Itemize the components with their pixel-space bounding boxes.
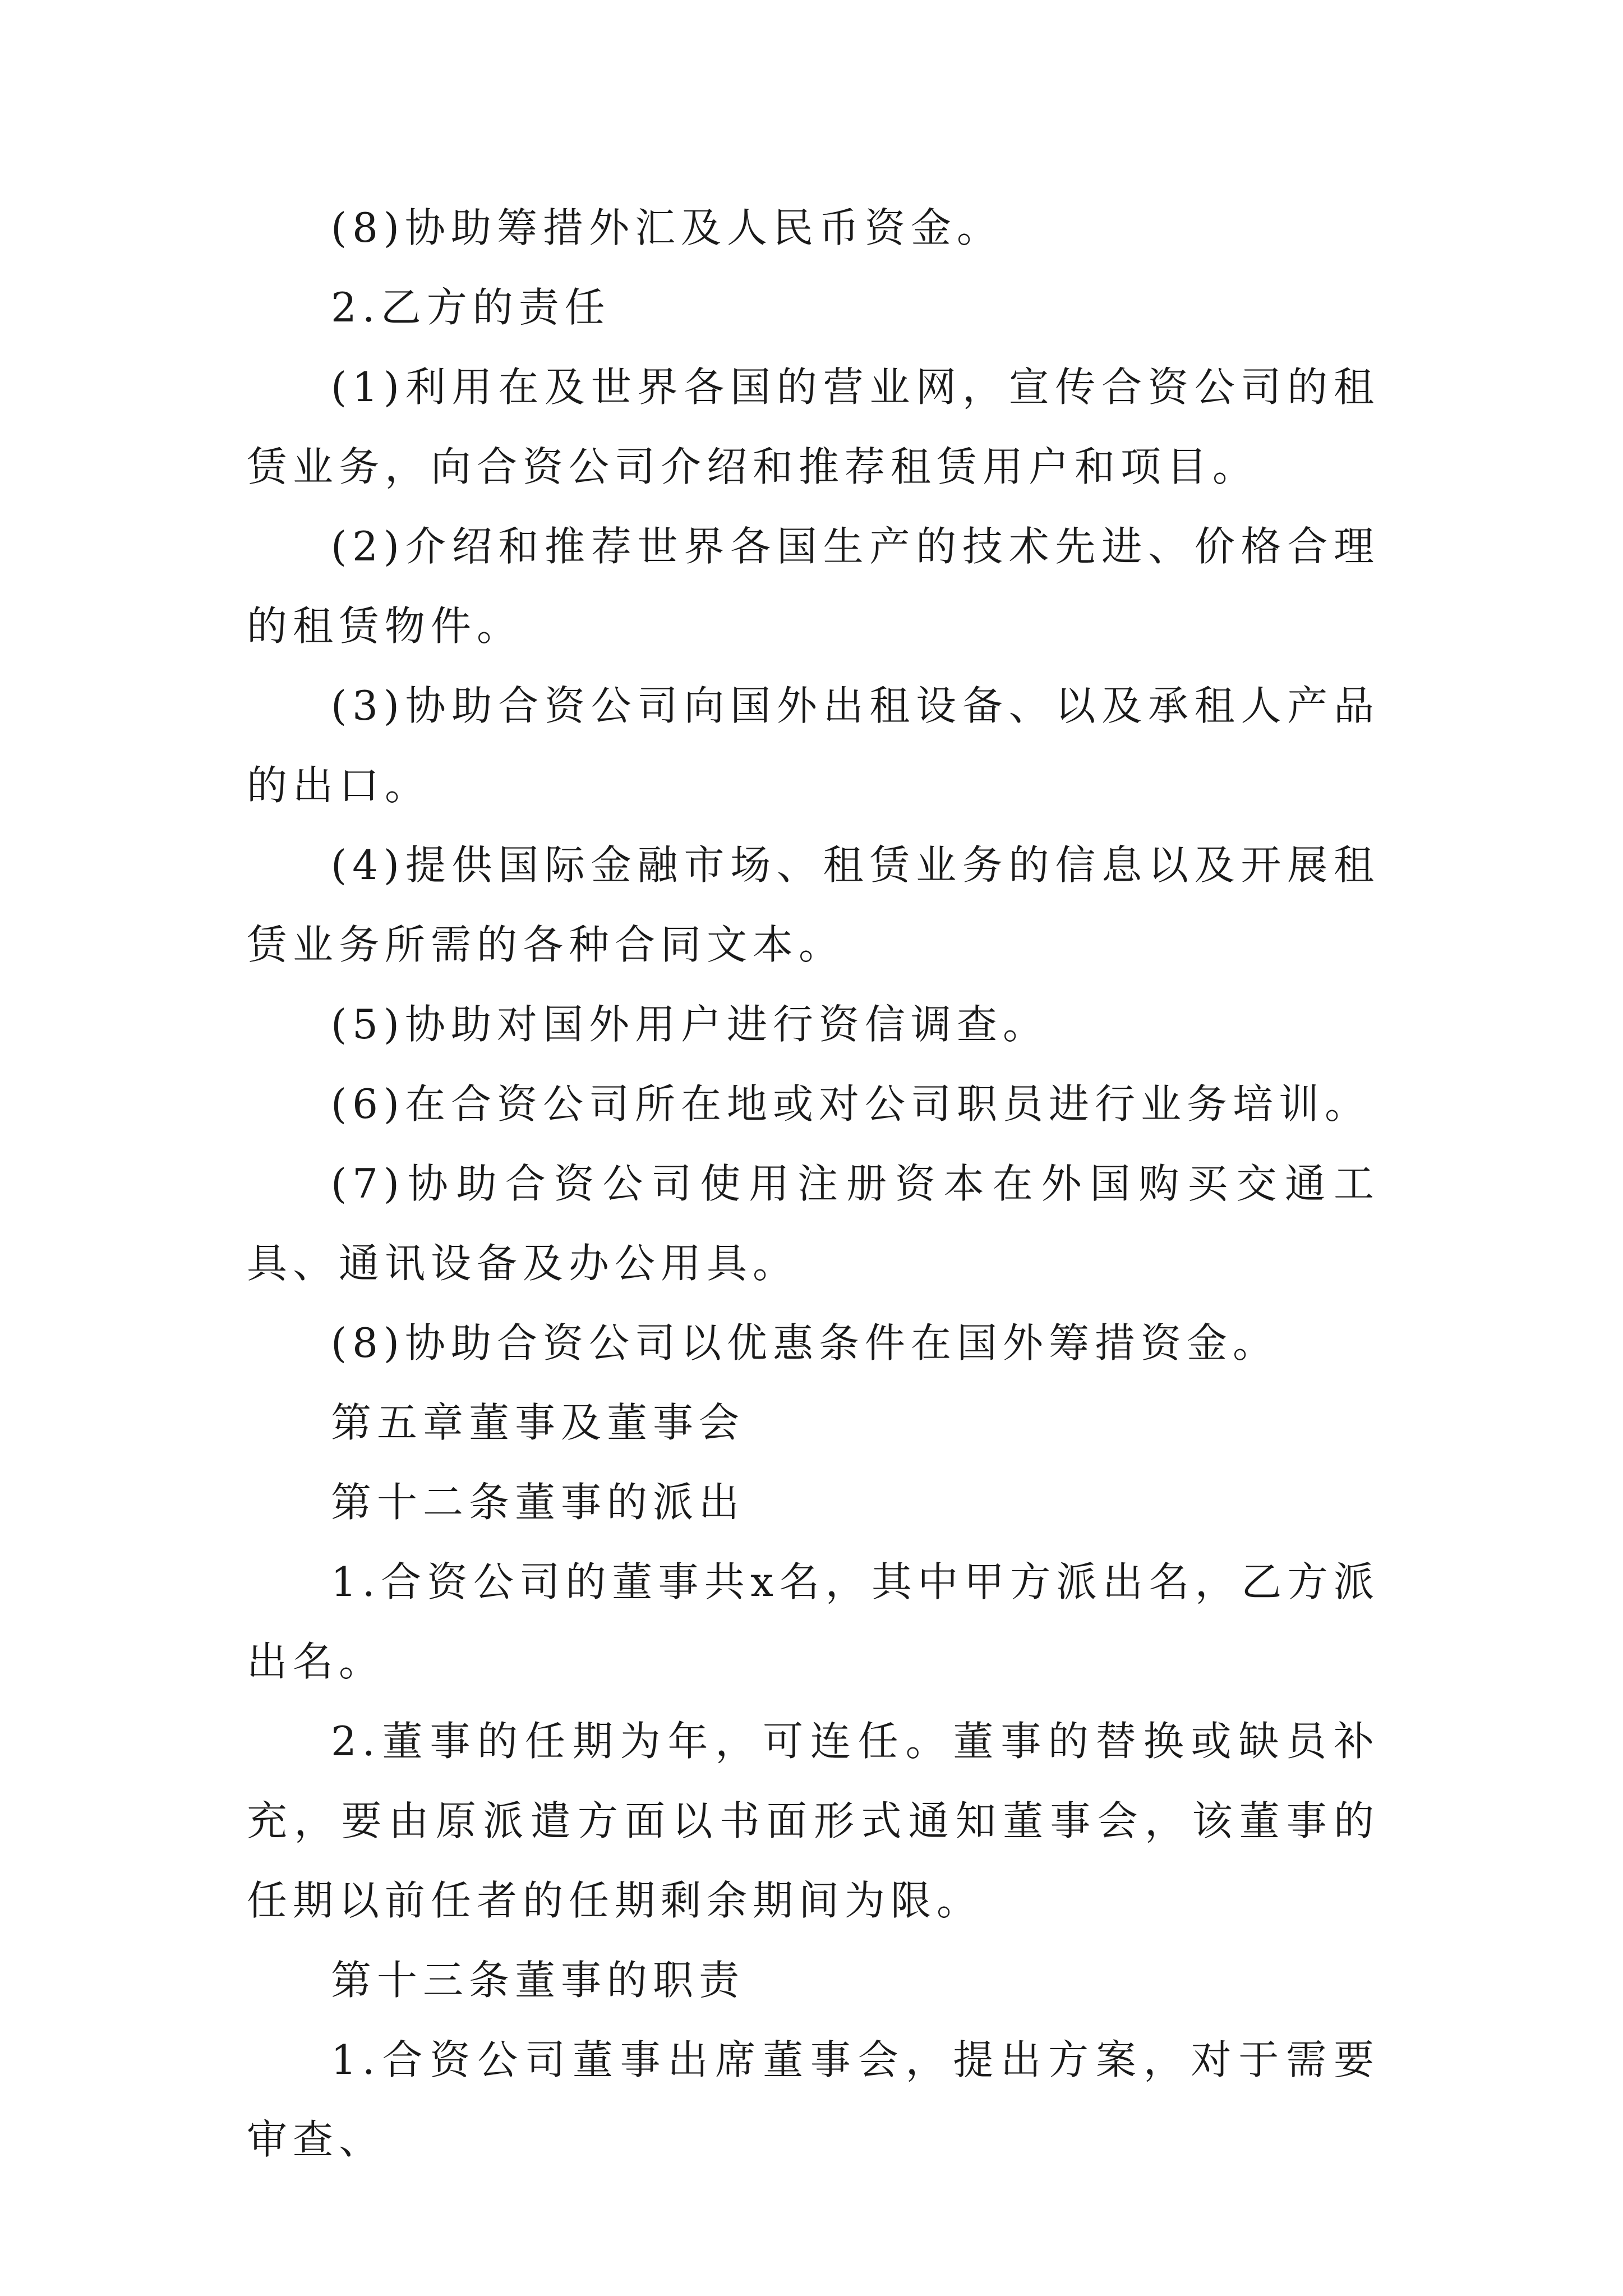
article-13-clause-1: 1.合资公司董事出席董事会，提出方案，对于需要审查、: [247, 2036, 1380, 2163]
paragraph-item-1: (1)利用在及世界各国的营业网，宣传合资公司的租赁业务，向合资公司介绍和推荐租赁用户和项目。: [247, 364, 1380, 490]
paragraph-item-4: (4)提供国际金融市场、租赁业务的信息以及开展租赁业务所需的各种合同文本。: [247, 841, 1380, 968]
paragraph-item-8-foreign-exchange: (8)协助筹措外汇及人民币资金。: [331, 204, 1003, 251]
paragraph-item-3: (3)协助合资公司向国外出租设备、以及承租人产品的出口。: [247, 682, 1380, 809]
chapter-heading: 第五章董事及董事会: [331, 1399, 745, 1446]
paragraph-item-6: (6)在合资公司所在地或对公司职员进行业务培训。: [331, 1080, 1371, 1128]
article-12-clause-2: 2.董事的任期为年，可连任。董事的替换或缺员补充，要由原派遣方面以书面形式通知董事会，该董事的任期以前任者的任期剩余期间为限。: [247, 1718, 1380, 1924]
paragraph-item-7: (7)协助合资公司使用注册资本在外国购买交通工具、通讯设备及办公用具。: [247, 1160, 1380, 1287]
paragraph-item-8: (8)协助合资公司以优惠条件在国外筹措资金。: [331, 1319, 1279, 1366]
section-heading-party-b-duties: 2.乙方的责任: [331, 284, 611, 331]
document-body: [247, 188, 1380, 2179]
paragraph-item-2: (2)介绍和推荐世界各国生产的技术先进、价格合理的租赁物件。: [247, 523, 1380, 650]
article-heading-12: 第十二条董事的派出: [331, 1479, 745, 1526]
paragraph-item-5: (5)协助对国外用户进行资信调查。: [331, 1001, 1049, 1048]
article-12-clause-1: 1.合资公司的董事共x名，其中甲方派出名，乙方派出名。: [247, 1558, 1380, 1685]
article-heading-13: 第十三条董事的职责: [331, 1957, 745, 2004]
